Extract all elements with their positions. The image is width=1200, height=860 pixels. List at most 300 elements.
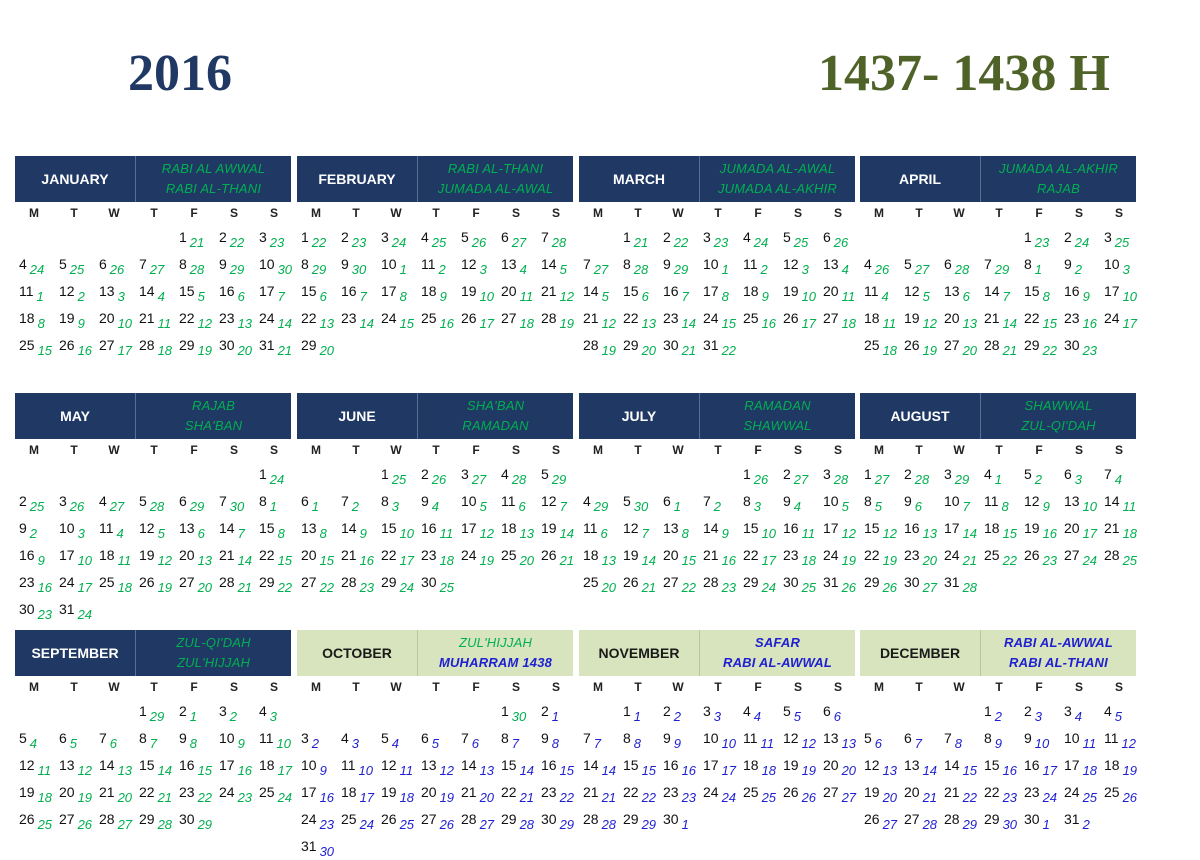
- hijri-day: 6: [962, 289, 970, 304]
- gregorian-day: 16: [1024, 757, 1040, 773]
- gregorian-day: 16: [663, 283, 679, 299]
- day-cell: [1064, 542, 1104, 569]
- hijri-day: 10: [358, 763, 374, 778]
- hijri-day: 7: [681, 289, 689, 304]
- hijri-day: 28: [922, 817, 938, 832]
- hijri-day: 23: [681, 790, 697, 805]
- hijri-day: 8: [681, 526, 689, 541]
- hijri-day: 21: [157, 790, 173, 805]
- empty-cell: [301, 698, 341, 725]
- hijri-month-names: [700, 156, 855, 202]
- weekday-label: M: [29, 680, 39, 694]
- empty-cell: [583, 461, 623, 488]
- hijri-day: 9: [761, 289, 769, 304]
- day-cell: [583, 779, 623, 806]
- weekday-label: W: [672, 206, 684, 220]
- hijri-day: 9: [1042, 499, 1050, 514]
- hijri-day: 10: [117, 316, 133, 331]
- gregorian-day: 26: [541, 547, 557, 563]
- month-december: [860, 630, 1136, 833]
- hijri-day: 15: [962, 763, 978, 778]
- hijri-day: 27: [117, 817, 133, 832]
- gregorian-day: 6: [59, 730, 67, 746]
- gregorian-day: 18: [341, 784, 357, 800]
- hijri-day: 16: [237, 763, 253, 778]
- day-cell: [341, 251, 381, 278]
- day-cell: [301, 752, 341, 779]
- gregorian-day: 1: [381, 466, 389, 482]
- gregorian-day: 10: [703, 256, 719, 272]
- empty-cell: [944, 698, 984, 725]
- day-cell: [59, 278, 99, 305]
- day-cell: [99, 251, 139, 278]
- day-cell: [19, 725, 59, 752]
- gregorian-day: 11: [743, 256, 758, 272]
- hijri-day: 1: [681, 817, 689, 832]
- hijri-day: 9: [77, 316, 85, 331]
- gregorian-day: 23: [1024, 784, 1040, 800]
- gregorian-day: 25: [743, 310, 759, 326]
- weekday-label: W: [108, 206, 120, 220]
- day-cell: [904, 779, 944, 806]
- hijri-day: 17: [761, 553, 777, 568]
- day-cell: [663, 752, 703, 779]
- hijri-month-label: RAJAB: [192, 398, 235, 413]
- weekday-header: [296, 676, 573, 698]
- day-cell: [219, 725, 259, 752]
- day-cell: [501, 542, 541, 569]
- gregorian-day: 29: [139, 811, 155, 827]
- day-cell: [19, 542, 59, 569]
- hijri-day: 19: [479, 553, 495, 568]
- day-cell: [743, 224, 783, 251]
- hijri-day: 28: [519, 817, 535, 832]
- day-cell: [864, 488, 904, 515]
- day-cell: [1024, 251, 1064, 278]
- empty-cell: [703, 461, 743, 488]
- hijri-day: 13: [197, 553, 213, 568]
- gregorian-day: 28: [341, 574, 357, 590]
- day-cell: [461, 752, 501, 779]
- gregorian-day: 26: [1024, 547, 1040, 563]
- day-cell: [19, 752, 59, 779]
- gregorian-day: 5: [783, 703, 791, 719]
- weekday-label: T: [995, 206, 1003, 220]
- day-cell: [944, 752, 984, 779]
- hijri-day: 22: [721, 343, 737, 358]
- gregorian-day: 28: [139, 337, 155, 353]
- gregorian-day: 15: [984, 757, 1000, 773]
- weekday-label: S: [551, 680, 560, 694]
- empty-cell: [623, 461, 663, 488]
- gregorian-day: 26: [904, 337, 920, 353]
- gregorian-day: 9: [421, 493, 429, 509]
- gregorian-day: 5: [59, 256, 67, 272]
- day-cell: [139, 542, 179, 569]
- hijri-day: 2: [760, 262, 768, 277]
- hijri-day: 24: [1082, 553, 1098, 568]
- hijri-day: 19: [882, 553, 898, 568]
- day-cell: [623, 779, 663, 806]
- day-cell: [99, 806, 139, 833]
- month-header: [15, 156, 291, 202]
- day-cell: [99, 488, 139, 515]
- gregorian-day: 17: [703, 283, 719, 299]
- empty-cell: [139, 224, 179, 251]
- gregorian-day: 20: [179, 547, 195, 563]
- gregorian-day: 7: [1104, 466, 1112, 482]
- day-grid: [583, 224, 855, 359]
- gregorian-day: 18: [743, 283, 759, 299]
- weekday-label: M: [29, 206, 39, 220]
- weekday-label: T: [634, 443, 642, 457]
- day-cell: [381, 569, 421, 596]
- day-cell: [944, 305, 984, 332]
- day-cell: [1024, 698, 1064, 725]
- gregorian-day: 8: [743, 493, 751, 509]
- day-grid: [19, 698, 291, 833]
- hijri-day: 20: [117, 790, 133, 805]
- day-cell: [1104, 779, 1144, 806]
- hijri-day: 25: [1122, 553, 1138, 568]
- weekday-label: M: [311, 680, 321, 694]
- month-june: [297, 393, 573, 596]
- weekday-label: S: [833, 443, 842, 457]
- day-cell: [381, 305, 421, 332]
- gregorian-day: 27: [421, 811, 437, 827]
- hijri-day: 8: [189, 736, 198, 751]
- weekday-label: T: [995, 680, 1003, 694]
- hijri-day: 21: [681, 343, 697, 358]
- gregorian-day: 2: [19, 493, 27, 509]
- day-cell: [944, 779, 984, 806]
- day-cell: [541, 224, 581, 251]
- hijri-day: 21: [519, 790, 535, 805]
- hijri-day: 26: [471, 235, 487, 250]
- gregorian-day: 9: [663, 256, 671, 272]
- empty-cell: [179, 461, 219, 488]
- gregorian-day: 23: [663, 310, 679, 326]
- day-cell: [583, 806, 623, 833]
- hijri-day: 12: [559, 289, 575, 304]
- hijri-month-label: ZUL'HIJJAH: [458, 635, 533, 650]
- day-cell: [904, 752, 944, 779]
- weekday-label: W: [953, 443, 965, 457]
- empty-cell: [461, 698, 501, 725]
- day-cell: [59, 752, 99, 779]
- weekday-label: T: [915, 680, 923, 694]
- gregorian-day: 26: [19, 811, 35, 827]
- weekday-label: M: [593, 443, 603, 457]
- day-cell: [501, 278, 541, 305]
- gregorian-day: 2: [219, 229, 227, 245]
- gregorian-day: 21: [219, 547, 235, 563]
- day-cell: [783, 542, 823, 569]
- hijri-day: 25: [793, 235, 809, 250]
- day-cell: [623, 569, 663, 596]
- gregorian-day: 3: [59, 493, 67, 509]
- gregorian-day: 3: [823, 466, 831, 482]
- gregorian-day: 4: [421, 229, 429, 245]
- day-grid: [301, 698, 573, 860]
- day-cell: [259, 779, 299, 806]
- day-cell: [823, 698, 863, 725]
- day-cell: [583, 332, 623, 359]
- day-cell: [864, 752, 904, 779]
- empty-cell: [301, 461, 341, 488]
- gregorian-day: 20: [663, 547, 679, 563]
- hijri-day: 20: [922, 553, 938, 568]
- month-name: APRIL: [860, 156, 981, 202]
- gregorian-day: 29: [623, 337, 639, 353]
- day-cell: [823, 488, 863, 515]
- empty-cell: [99, 224, 139, 251]
- hijri-day: 12: [77, 763, 93, 778]
- hijri-day: 28: [601, 817, 617, 832]
- day-cell: [663, 515, 703, 542]
- hijri-day: 14: [277, 316, 293, 331]
- day-cell: [1024, 461, 1064, 488]
- month-header: [860, 393, 1136, 439]
- gregorian-day: 29: [623, 811, 639, 827]
- gregorian-day: 19: [1024, 520, 1040, 536]
- hijri-day: 17: [77, 580, 93, 595]
- day-cell: [1064, 725, 1104, 752]
- month-header: [15, 630, 291, 676]
- day-cell: [179, 278, 219, 305]
- day-cell: [501, 725, 541, 752]
- hijri-day: 26: [801, 790, 817, 805]
- hijri-day: 19: [601, 343, 617, 358]
- month-name: FEBRUARY: [297, 156, 418, 202]
- gregorian-day: 21: [541, 283, 557, 299]
- day-cell: [501, 806, 541, 833]
- day-cell: [623, 806, 663, 833]
- day-cell: [663, 251, 703, 278]
- day-cell: [501, 251, 541, 278]
- gregorian-day: 5: [783, 229, 791, 245]
- weekday-label: S: [229, 680, 238, 694]
- gregorian-day: 4: [743, 229, 751, 245]
- hijri-month-label: ZUL'HIJJAH: [176, 655, 251, 670]
- day-cell: [99, 515, 139, 542]
- day-cell: [663, 698, 703, 725]
- day-cell: [421, 542, 461, 569]
- gregorian-day: 2: [179, 703, 187, 719]
- day-cell: [904, 542, 944, 569]
- gregorian-day: 19: [783, 757, 799, 773]
- hijri-day: 17: [721, 763, 737, 778]
- gregorian-day: 21: [944, 784, 960, 800]
- hijri-day: 13: [601, 553, 617, 568]
- day-cell: [663, 488, 703, 515]
- day-cell: [501, 305, 541, 332]
- hijri-day: 24: [399, 580, 415, 595]
- day-cell: [623, 725, 663, 752]
- hijri-day: 23: [1002, 790, 1018, 805]
- gregorian-day: 20: [944, 310, 960, 326]
- gregorian-day: 10: [823, 493, 839, 509]
- day-cell: [219, 698, 259, 725]
- gregorian-day: 31: [944, 574, 960, 590]
- day-cell: [421, 251, 461, 278]
- day-cell: [1064, 752, 1104, 779]
- weekday-label: F: [754, 206, 762, 220]
- day-cell: [421, 569, 461, 596]
- gregorian-day: 12: [864, 757, 880, 773]
- hijri-day: 13: [237, 316, 253, 331]
- gregorian-day: 12: [783, 730, 799, 746]
- gregorian-day: 31: [1064, 811, 1080, 827]
- day-cell: [864, 278, 904, 305]
- hijri-day: 26: [833, 235, 849, 250]
- gregorian-day: 9: [19, 520, 27, 536]
- gregorian-day: 3: [259, 229, 267, 245]
- gregorian-day: 20: [501, 283, 517, 299]
- day-cell: [139, 569, 179, 596]
- gregorian-day: 23: [421, 547, 437, 563]
- gregorian-day: 29: [984, 811, 1000, 827]
- weekday-label: W: [953, 680, 965, 694]
- day-cell: [783, 569, 823, 596]
- hijri-day: 5: [922, 289, 930, 304]
- gregorian-day: 9: [904, 493, 912, 509]
- gregorian-day: 7: [541, 229, 549, 245]
- hijri-day: 1: [1042, 817, 1050, 832]
- day-cell: [541, 251, 581, 278]
- weekday-label: T: [70, 443, 78, 457]
- hijri-day: 6: [471, 736, 480, 751]
- hijri-day: 1: [994, 472, 1003, 487]
- hijri-day: 4: [157, 289, 165, 304]
- day-cell: [99, 542, 139, 569]
- gregorian-day: 25: [19, 337, 35, 353]
- gregorian-day: 9: [541, 730, 549, 746]
- gregorian-day: 31: [823, 574, 839, 590]
- hijri-day: 20: [641, 343, 657, 358]
- empty-cell: [341, 698, 381, 725]
- hijri-day: 15: [721, 316, 737, 331]
- day-cell: [904, 569, 944, 596]
- day-cell: [944, 806, 984, 833]
- day-cell: [541, 488, 581, 515]
- hijri-month-label: RAJAB: [1037, 181, 1080, 196]
- hijri-day: 12: [479, 526, 495, 541]
- day-cell: [421, 278, 461, 305]
- day-cell: [783, 251, 823, 278]
- month-header: [860, 630, 1136, 676]
- gregorian-day: 7: [944, 730, 952, 746]
- gregorian-day: 31: [259, 337, 275, 353]
- hijri-day: 13: [319, 316, 335, 331]
- gregorian-day: 28: [99, 811, 115, 827]
- hijri-day: 19: [157, 580, 173, 595]
- day-cell: [864, 569, 904, 596]
- gregorian-day: 11: [743, 730, 758, 746]
- hijri-day: 12: [1121, 736, 1137, 751]
- hijri-day: 11: [760, 736, 775, 751]
- gregorian-day: 3: [1104, 229, 1112, 245]
- gregorian-day: 10: [944, 493, 960, 509]
- hijri-day: 26: [431, 472, 447, 487]
- empty-cell: [341, 461, 381, 488]
- gregorian-day: 11: [1104, 730, 1119, 746]
- empty-cell: [381, 698, 421, 725]
- day-cell: [99, 725, 139, 752]
- hijri-day: 17: [277, 763, 293, 778]
- day-grid: [583, 698, 855, 833]
- empty-cell: [19, 461, 59, 488]
- day-cell: [301, 779, 341, 806]
- hijri-day: 9: [673, 736, 682, 751]
- gregorian-day: 22: [259, 547, 275, 563]
- hijri-day: 28: [189, 262, 205, 277]
- day-cell: [1024, 806, 1064, 833]
- day-cell: [1064, 806, 1104, 833]
- hijri-day: 21: [559, 553, 575, 568]
- day-cell: [703, 305, 743, 332]
- hijri-day: 4: [881, 289, 889, 304]
- gregorian-day: 4: [984, 466, 992, 482]
- hijri-day: 1: [269, 499, 278, 514]
- hijri-day: 7: [962, 499, 970, 514]
- gregorian-day: 8: [381, 493, 389, 509]
- weekday-label: T: [432, 680, 440, 694]
- hijri-day: 29: [673, 262, 689, 277]
- day-cell: [904, 251, 944, 278]
- day-cell: [179, 251, 219, 278]
- day-cell: [501, 461, 541, 488]
- hijri-day: 9: [1082, 289, 1090, 304]
- gregorian-day: 27: [501, 310, 517, 326]
- gregorian-day: 5: [541, 466, 549, 482]
- day-cell: [301, 488, 341, 515]
- gregorian-day: 5: [139, 493, 147, 509]
- hijri-day: 9: [319, 763, 327, 778]
- day-cell: [984, 461, 1024, 488]
- gregorian-day: 24: [703, 310, 719, 326]
- gregorian-day: 19: [59, 310, 75, 326]
- day-cell: [259, 698, 299, 725]
- day-cell: [381, 461, 421, 488]
- gregorian-day: 27: [904, 811, 920, 827]
- day-cell: [864, 461, 904, 488]
- hijri-day: 2: [77, 289, 85, 304]
- gregorian-day: 25: [421, 310, 437, 326]
- day-cell: [1024, 542, 1064, 569]
- day-cell: [583, 488, 623, 515]
- hijri-day: 21: [601, 790, 617, 805]
- gregorian-day: 21: [1104, 520, 1120, 536]
- hijri-month-label: JUMADA AL-AKHIR: [998, 161, 1119, 176]
- day-cell: [703, 251, 743, 278]
- hijri-day: 14: [962, 526, 978, 541]
- gregorian-day: 4: [19, 256, 27, 272]
- hijri-day: 2: [229, 709, 238, 724]
- gregorian-day: 25: [583, 574, 599, 590]
- hijri-day: 26: [109, 262, 125, 277]
- day-cell: [59, 779, 99, 806]
- gregorian-day: 10: [703, 730, 719, 746]
- hijri-month-label: SAFAR: [754, 635, 801, 650]
- weekday-label: T: [150, 680, 158, 694]
- gregorian-day: 8: [1024, 256, 1032, 272]
- day-cell: [984, 488, 1024, 515]
- gregorian-day: 26: [139, 574, 155, 590]
- hijri-day: 10: [276, 736, 292, 751]
- gregorian-day: 17: [944, 520, 960, 536]
- day-cell: [663, 569, 703, 596]
